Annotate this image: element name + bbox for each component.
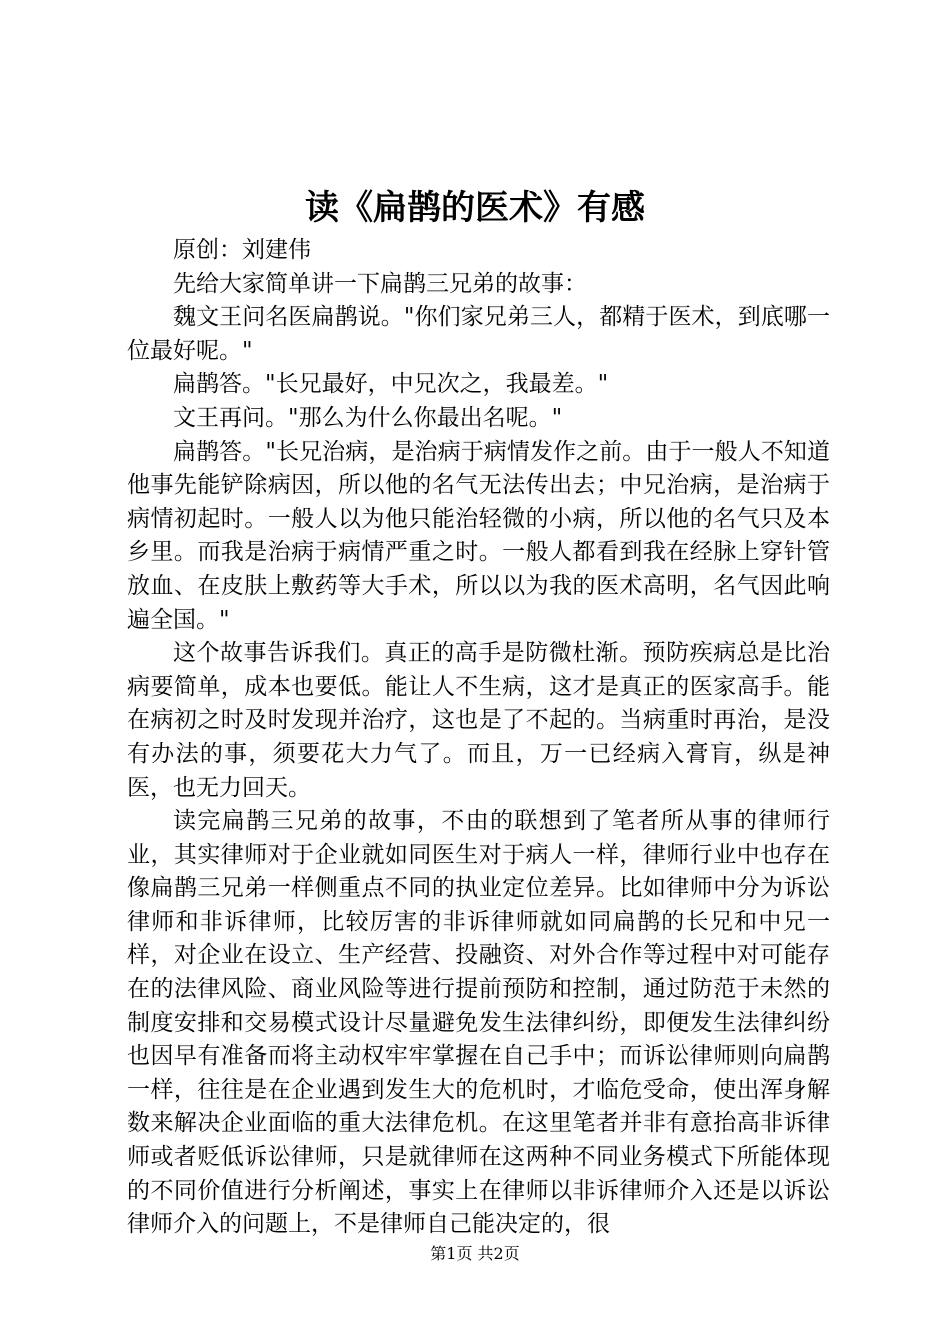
paragraph-intro: 先给大家简单讲一下扁鹊三兄弟的故事： xyxy=(173,270,587,297)
paragraph-answer-2: 扁鹊答。"长兄治病，是治病于病情发作之前。由于一般人不知道他事先能铲除病因，所以他的名气无法传出去；中兄治病，是治病于病情初起时。一般人以为他只能治轻微的小病，所以他的名气只及本乡里。而我是治病于病情严重之时。一般人都看到我在经脉上穿针管放血、在皮肤上敷药等大手术，所以以为我的医术高明，名气因此响遍全国。" xyxy=(127,438,830,633)
paragraph-lawyer: 读完扁鹊三兄弟的故事，不由的联想到了笔者所从事的律师行业，其实律师对于企业就如同医生对于病人一样，律师行业中也存在像扁鹊三兄弟一样侧重点不同的执业定位差异。比如律师中分为诉讼律师和非诉律师，比较厉害的非诉律师就如同扁鹊的长兄和中兄一样，对企业在设立、生产经营、投融资、对外合作等过程中对可能存在的法律风险、商业风险等进行提前预防和控制，通过防范于未然的制度安排和交易模式设计尽量避免发生法律纠纷，即便发生法律纠纷也因早有准备而将主动权牢牢掌握在自己手中；而诉讼律师则向扁鹊一样，往往是在企业遇到发生大的危机时，才临危受命，使出浑身解数来解决企业面临的重大法律危机。在这里笔者并非有意抬高非诉律师或者贬低诉讼律师，只是就律师在这两种不同业务模式下所能体现的不同价值进行分析阐述，事实上在律师以非诉律师介入还是以诉讼律师介入的问题上，不是律师自己能决定的，很 xyxy=(127,808,830,1238)
paragraph-answer-1: 扁鹊答。"长兄最好，中兄次之，我最差。" xyxy=(173,371,609,398)
document-body xyxy=(127,234,830,1242)
document-title: 读《扁鹊的医术》有感 xyxy=(305,188,645,228)
paragraph-lesson: 这个故事告诉我们。真正的高手是防微杜渐。预防疾病总是比治病要简单，成本也要低。能让人不生病，这才是真正的医家高手。能在病初之时及时发现并治疗，这也是了不起的。当病重时再治，是没有办法的事，须要花大力气了。而且，万一已经病入膏肓，纵是神医，也无力回天。 xyxy=(127,640,830,801)
paragraph-question-2: 文王再问。"那么为什么你最出名呢。" xyxy=(173,404,563,431)
page-footer: 第1页 共2页 xyxy=(430,1244,520,1263)
paragraph-author: 原创：刘建伟 xyxy=(173,237,311,263)
paragraph-question: 魏文王问名医扁鹊说。"你们家兄弟三人，都精于医术，到底哪一位最好呢。" xyxy=(127,304,830,364)
